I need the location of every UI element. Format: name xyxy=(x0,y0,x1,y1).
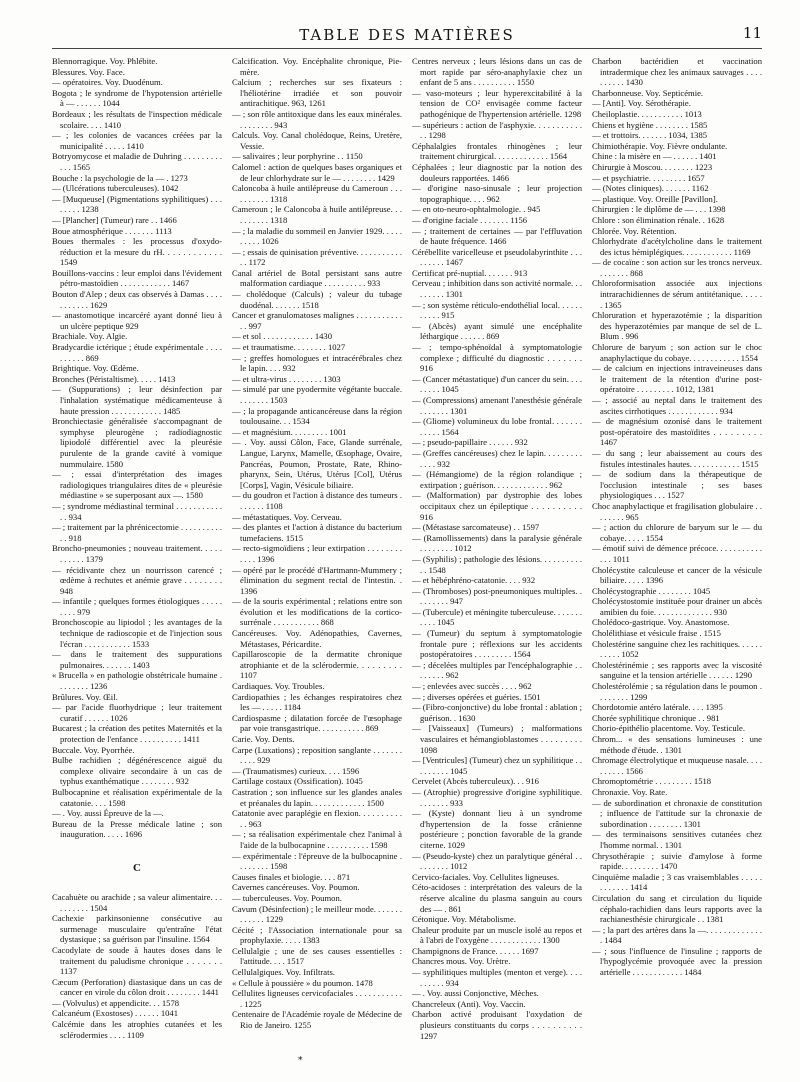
index-entry: — [Muqueuse] (Pigmentations syphilitiques) . . . . . . . . 1238 xyxy=(52,193,222,215)
index-entry: Cérébellite varicelleuse et pseudolabyrinthite . . . . . . . . . 1467 xyxy=(412,246,582,268)
index-entry: — ; traitement de certaines — par l'effluvation de haute fréquence. 1466 xyxy=(412,225,582,247)
index-entry: — vaso-moteurs ; leur hyperexcitabilité à la tension de CO² envisagée comme facteur pathogénique de l'hypertension artérielle. 1298 xyxy=(412,87,582,119)
index-entry: — recto-sigmoïdiens ; leur extirpation . . . . . . . . . . . . 1396 xyxy=(232,543,402,564)
index-entry: Carie. Voy. Dents. xyxy=(232,734,295,744)
index-entry: Chlore : son élimination rénale. . 1628 xyxy=(592,214,725,225)
index-entry: Chancreleux (Anti). Voy. Vaccin. xyxy=(412,998,526,1009)
index-entry: — ; la maladie du sommeil en Janvier 1929. . . . . . . . . . 1026 xyxy=(232,225,402,247)
index-entry: Charbon bactéridien et vaccination intradermique chez les animaux sauvages . . . . . . . . . . 1430 xyxy=(592,56,762,88)
index-entry: — [Anti]. Voy. Sérothérapie. xyxy=(592,98,691,109)
index-entry: — (Gliome) volumineux du lobe frontal. . . . . . . . . . . . 1564 xyxy=(412,416,582,437)
index-entry: Céto-acidoses : interprétation des valeurs de la réserve alcaline du plasma sanguin au cours des — . 861 xyxy=(412,882,582,914)
index-entry: Cellulalgiques. Voy. Infiltrats. xyxy=(232,967,335,978)
index-entry: Cholestérinémie ; ses rapports avec la viscosité sanguine et la tension artérielle . . . . . . 1290 xyxy=(592,659,762,681)
index-entry: — cholédoque (Calculs) ; valeur du tubage duodénal. . . . . . . 1518 xyxy=(232,289,402,310)
index-entry: — simulé par une pyodermite végétante buccale. . . . . . . . 1503 xyxy=(232,384,402,405)
index-entry: — et hébéphréno-catatonie. . . . 932 xyxy=(412,575,536,586)
page-number: 11 xyxy=(742,24,762,42)
index-entry: Chirurgie à Moscou. . . . . . . . 1223 xyxy=(592,161,713,172)
index-entry: — plastique. Voy. Oreille [Pavillon]. xyxy=(592,193,718,204)
index-entry: — ; associé au neptal dans le traitement des ascites cirrhotiques . . . . . . . . . . . . 934 xyxy=(592,395,762,416)
index-entry: Chorio-épithélio placentome. Voy. Testicule. xyxy=(592,723,746,734)
index-entry: Cholestérine sanguine chez les rachitiques. . . . . . . . . . . 1052 xyxy=(592,638,762,660)
index-entry: — (Abcès) ayant simulé une encéphalite léthargique . . . . . . 869 xyxy=(412,320,582,342)
index-columns xyxy=(52,56,762,1056)
index-entry: Cellulites ligneuses cervicofaciales . . . . . . . . . . . . 1225 xyxy=(232,988,402,1009)
index-entry: Céphalées ; leur diagnostic par la notion des douleurs rapportées. 1466 xyxy=(412,161,582,183)
index-entry: Cavum (Désinfection) ; le meilleur mode. . . . . . . . . . . . . 1229 xyxy=(232,903,402,925)
index-entry: Circulation du sang et circulation du liquide céphalo-rachidien dans leurs rapports avec la rachianesthésie chirurgicale . . 1381 xyxy=(592,892,762,925)
index-entry: — et ultra-virus . . . . . . . . 1303 xyxy=(232,373,341,384)
index-entry: Calculs. Voy. Canal cholédoque, Reins, Uretère, Vessie. xyxy=(232,130,402,151)
index-entry: — (Syphilis) ; pathologie des lésions. . . . . . . . . . . . 1548 xyxy=(412,553,582,575)
index-entry: — opératoires. Voy. Duodénum. xyxy=(52,77,163,88)
index-entry: — de magnésium ozonisé dans le traitement post-opératoire des mastoïdites . . . . . . . . . 1467 xyxy=(592,416,762,448)
index-entry: Centenaire de l'Académie royale de Médecine de Rio de Janeiro. 1255 xyxy=(232,1009,402,1031)
index-entry: — ; essais de quinisation préventive. . . . . . . . . . . . . 1172 xyxy=(232,246,402,268)
index-entry: Cacodylate de soude à hautes doses dans le traitement du paludisme chronique . . . . . . . 1137 xyxy=(52,944,222,977)
index-column-1 xyxy=(52,56,222,1056)
index-entry: — de la souris expérimental ; relations entre son évolution et les modifications de la cortico-surrénale . . . . . . . . . . . 868 xyxy=(232,596,402,628)
index-entry: Blessures. Voy. Face. xyxy=(52,66,125,77)
index-entry: — du sang ; leur abaissement au cours des fistules intestinales hautes. . . . . . . . . . . . 1515 xyxy=(592,447,762,469)
index-entry: Calcification. Voy. Encéphalite chronique, Pie-mère. xyxy=(232,56,402,77)
section-letter: C xyxy=(133,861,141,874)
index-entry: Cancer et granulomatoses malignes . . . . . . . . . . . . . 997 xyxy=(232,310,402,331)
index-entry: Bronchiectasie généralisée s'accompagnant de symphyse pleurogène ; radiodiagnostic lipiodolé différentiel avec la pleurésie purulente de la grande cavité à vomique nummulaire. 1580 xyxy=(52,416,222,469)
index-entry: Cavernes cancéreuses. Voy. Poumon. xyxy=(232,882,360,893)
index-entry: — ; tempo-sphénoïdal à symptomatologie complexe ; difficulté du diagnostic . . . . . . . 916 xyxy=(412,342,582,374)
index-entry: — et traumatisme. . . . . . . . 1027 xyxy=(232,342,346,353)
index-entry: Bouton d'Alep ; deux cas observés à Damas . . . . . . . . . . . 1629 xyxy=(52,289,222,310)
index-entry: — salivaires ; leur porphyrine . . 1150 xyxy=(232,151,363,162)
index-entry: Brightique. Voy. Œdème. xyxy=(52,363,139,374)
index-entry: Bouillons-vaccins : leur emploi dans l'évidement pétro-mastoïdien . . . . . . . . . . . . 1467 xyxy=(52,267,222,289)
index-entry: Chrysothérapie ; suivie d'amylose à forme rapide. . . . . . . . . 1470 xyxy=(592,850,762,872)
index-entry: — expérimentale : l'épreuve de la bulbocapnine . . . . . . . . 1598 xyxy=(232,850,402,872)
index-entry: — ; la propagande anticancéreuse dans la région toulousaine. . . 1534 xyxy=(232,405,402,427)
index-entry: — des plantes et l'action à distance du bacterium tumefaciens. 1515 xyxy=(232,522,402,543)
index-entry: Catatonie avec paraplégie en flexion. . . . . . . . . . . . 963 xyxy=(232,808,402,829)
index-entry: « Brucella » en pathologie obstétricale humaine . . . . . . . . 1236 xyxy=(52,670,222,692)
index-entry: Choc anaphylactique et fragilisation globulaire . . . . . . . . 965 xyxy=(592,500,762,522)
index-entry: Chine : la misère en — . . . . . . 1401 xyxy=(592,151,717,162)
index-entry: — des terminaisons sensitives cutanées chez l'homme normal. . 1301 xyxy=(592,829,762,850)
index-entry: Chlorée. Voy. Rétention. xyxy=(592,225,677,236)
index-entry: Calcémie dans les atrophies cutanées et les sclérodermies . . . . 1109 xyxy=(52,1019,222,1040)
index-entry: Charbon activé produisant l'oxydation de plusieurs constituants du corps . . . . . . . . . . 1297 xyxy=(412,1009,582,1041)
index-entry: — ; les colonies de vacances créées par la municipalité . . . . . 1410 xyxy=(52,130,222,151)
index-column-4 xyxy=(592,56,762,1056)
index-entry: — ; diverses opérées et guéries. 1501 xyxy=(412,691,541,702)
index-entry: — (Compressions) amenant l'anesthésie générale . . . . . . . 1301 xyxy=(412,395,582,416)
index-entry: Bureau de la Presse médicale latine ; son inauguration. . . . . 1696 xyxy=(52,818,222,840)
index-entry: Chromoptométrie . . . . . . . . . 1518 xyxy=(592,776,712,787)
page-title: TABLE DES MATIÈRES xyxy=(299,26,515,44)
index-entry: Caloncoba à huile antilépreuse du Cameroun . . . . . . . . . . 1318 xyxy=(232,183,402,204)
index-entry: Cartilage costaux (Ossification). 1045 xyxy=(232,776,363,787)
index-entry: Chiens et hygiène . . . . . . . . 1585 xyxy=(592,119,708,130)
index-entry: Cholécystographie . . . . . . . . 1045 xyxy=(592,585,711,596)
index-entry: — (Métastase sarcomateuse) . . 1597 xyxy=(412,522,540,533)
index-entry: — ; la part des artères dans la —. . . . . . . . . . . . . . 1484 xyxy=(592,924,762,946)
index-entry: — (Suppurations) ; leur désinfection par l'inhalation systématique médicamenteuse à haute pression . . . . . . . . . . . . 1485 xyxy=(52,384,222,416)
index-entry: — (Cancer métastatique) d'un cancer du sein. . . . . . . . . 1045 xyxy=(412,373,582,395)
index-entry: Bouche : la psychologie de la — . 1273 xyxy=(52,172,188,183)
index-entry: Calcium ; recherches sur ses fixateurs : l'héliotérine irradiée et son pouvoir antirachitique. 963, 1261 xyxy=(232,77,402,109)
index-entry: Brachiale. Voy. Algie. xyxy=(52,331,128,342)
index-entry: — . Voy. aussi Côlon, Face, Glande surrénale, Langue, Larynx, Mamelle, Œsophage, Ovaire, Pancréas, Poumon, Prostate, Rate, Rhino-pharynx, Sein, Utérus, Utérus [Col], Utérus [Corps], Vagin, Vésicule biliaire. xyxy=(232,437,402,490)
index-entry: Cinquième maladie ; 3 cas vraisemblables . . . . . . . . . . . . 1414 xyxy=(592,871,762,893)
index-entry: Centres nerveux ; leurs lésions dans un cas de mort rapide par séro-anaphylaxie chez un enfant de 5 ans . . . . . . . . . . 1550 xyxy=(412,56,582,88)
index-entry: — (Fibro-conjonctive) du lobe frontal : ablation ; guérison. . 1630 xyxy=(412,702,582,723)
index-entry: Cardiospasme ; dilatation forcée de l'œsophage par voie transgastrique. . . . . . . . . . . 869 xyxy=(232,712,402,734)
index-entry: — supérieurs : action de l'asphyxie. . . . . . . . . . . . . 1298 xyxy=(412,119,582,141)
index-entry: Bradycardie ictérique ; étude expérimentale . . . . . . . . . . 869 xyxy=(52,342,222,363)
index-entry: — (Tumeur) du septum à symptomatologie frontale pure ; réflexions sur les accidents postopératoires . . . . . . . . . 1564 xyxy=(412,628,582,660)
index-entry: Chronaxie. Voy. Rate. xyxy=(592,786,668,797)
index-entry: Cheiloplastie. . . . . . . . . . . 1013 xyxy=(592,108,702,119)
index-entry: Cardiopathies ; les échanges respiratoires chez les — . . . . . 1184 xyxy=(232,691,402,713)
index-entry: — tuberculeuses. Voy. Poumon. xyxy=(232,892,342,903)
index-entry: Cerveau ; inhibition dans son activité normale. . . . . . . . . 1301 xyxy=(412,278,582,300)
index-entry: — de cocaïne : son action sur les troncs nerveux. . . . . . . . 868 xyxy=(592,257,762,278)
index-entry: — ; pseudo-papillaire . . . . . . 932 xyxy=(412,437,528,448)
index-entry: Cardiaques. Voy. Troubles. xyxy=(232,681,325,692)
index-entry: Capillaroscopie de la dermatite chronique atrophiante et de la sclérodermie. . . . . . . . . 1107 xyxy=(232,649,402,681)
index-entry: Cameroun ; le Caloncoba à huile antilépreuse. . . . . . . . . . 1318 xyxy=(232,204,402,225)
index-entry: Cécité ; l'Association internationale pour sa prophylaxie. . . . . 1383 xyxy=(232,924,402,946)
index-entry: — ; sous l'influence de l'insuline ; rapports de l'hypoglycémie provoquée avec la pression artérielle . . . . . . . . . . . . 1484 xyxy=(592,945,762,978)
index-entry: Cachexie parkinsonienne consécutive au surmenage musculaire qu'entraîne l'état dystasique ; sa guérison par l'insuline. 1564 xyxy=(52,913,222,945)
index-entry: — syphilitiques multiples (menton et verge). . . . . . . . . . 934 xyxy=(412,967,582,988)
index-entry: — en oto-neuro-ophtalmologie. . 945 xyxy=(412,204,541,215)
index-entry: — récidivante chez un nourrisson carencé ; œdème à rechutes et anémie grave . . . . . . . . 948 xyxy=(52,564,222,596)
index-entry: Brûlures. Voy. Œil. xyxy=(52,691,118,702)
index-entry: Bronchoscopie au lipiodol ; les avantages de la technique de radioscopie et de l'injection sous l'écran . . . . . . . . . . . 1533 xyxy=(52,617,222,649)
index-entry: — ; son système réticulo-endothélial local. . . . . . . . . . . 915 xyxy=(412,299,582,321)
index-entry: — (Ulcérations tuberculeuses). 1042 xyxy=(52,183,179,194)
index-entry: Cholécystostomie instituée pour drainer un abcès amibien du foie. . . . . . . . . . . . . . 930 xyxy=(592,596,762,617)
footer-mark: * xyxy=(298,1056,303,1066)
index-entry: — . Voy. aussi Épreuve de la —. xyxy=(52,808,164,819)
index-entry: Bucarest ; la création des petites Maternités et la protection de l'enfance . . . . . . . . . . 1411 xyxy=(52,723,222,744)
index-entry: Cæcum (Perforation) diastasique dans un cas de cancer en virole du côlon droit . . . . . . . . 1441 xyxy=(52,976,222,998)
index-entry: Chirurgien : le diplôme de — . . . 1398 xyxy=(592,204,726,215)
index-entry: — et psychiatrie. . . . . . . . . 1657 xyxy=(592,172,705,183)
index-entry: — (Pseudo-kyste) chez un paralytique général . . . . . . . . . 1012 xyxy=(412,850,582,872)
index-entry: Cholélithiase et vésicule fraise . 1515 xyxy=(592,628,721,639)
index-entry: — métastatiques. Voy. Cerveau. xyxy=(232,511,342,522)
index-entry: Castration ; son influence sur les glandes anales et préanales du lapin. . . . . . . . . . . . . 1500 xyxy=(232,786,402,808)
index-entry: Chaleur produite par un muscle isolé au repos et à l'abri de l'oxygène . . . . . . . . . . . . 1300 xyxy=(412,924,582,946)
index-entry: Chloruration et hyperazotémie ; la disparition des hyperazotémies par manque de sel de L. Blum . 996 xyxy=(592,310,762,342)
index-entry: Chancres mous. Voy. Urètre. xyxy=(412,956,511,967)
index-entry: Champignons de France. . . . . . 1697 xyxy=(412,945,539,956)
index-entry: — du goudron et l'action à distance des tumeurs . . . . . . . 1108 xyxy=(232,490,402,511)
index-entry: Chlorure de baryum ; son action sur le choc anaphylactique du cobaye. . . . . . . . . . . . 1554 xyxy=(592,342,762,363)
index-entry: Cholestérolémie ; sa régulation dans le poumon . . . . . . . . 1299 xyxy=(592,681,762,702)
index-entry: — de calcium en injections intraveineuses dans le traitement de la rétention d'urine post-opératoire . . . . . . . . . 1012, 1381 xyxy=(592,363,762,395)
index-entry: Botryomycose et maladie de Duhring . . . . . . . . . . . . 1565 xyxy=(52,151,222,172)
index-entry: — (Atrophie) progressive d'origine syphilitique. . . . . . . . 933 xyxy=(412,786,582,808)
index-entry: — ; décelées multiples par l'encéphalographie . . . . . . . . 962 xyxy=(412,659,582,681)
index-entry: Boues thermales : les processus d'oxydo-réduction et la mesure du rH. . . . . . . . . . . . 1549 xyxy=(52,236,222,268)
index-entry: — ; action du chlorure de baryum sur le — du cobaye. . . . . 1554 xyxy=(592,522,762,543)
index-entry: — (Ramollissements) dans la paralysie générale . . . . . . . . 1012 xyxy=(412,532,582,554)
index-entry: — infantile ; quelques formes étiologiques . . . . . . . . . 979 xyxy=(52,596,222,617)
index-entry: — (Kyste) donnant lieu à un syndrome d'hypertension de la fosse crânienne postérieure ; ponction favorable de la grande citerne. 1029 xyxy=(412,808,582,850)
index-entry: Chorée syphilitique chronique . . 981 xyxy=(592,712,720,723)
index-entry: Bronches (Péristaltisme). . . . . 1413 xyxy=(52,373,176,384)
index-column-3 xyxy=(412,56,582,1056)
index-entry: — d'origine faciale . . . . . . . 1156 xyxy=(412,214,528,225)
index-entry: — ; syndrome médiastinal terminal . . . . . . . . . . . . . 934 xyxy=(52,500,222,522)
index-entry: Boue atmosphérique . . . . . . . 1113 xyxy=(52,225,172,236)
index-entry: Cellulalgie ; une de ses causes essentielles : l'attitude. . . . 1517 xyxy=(232,945,402,967)
index-entry: — de sodium dans la thérapeutique de l'occlusion intestinale ; ses bases physiologiques . . . 1527 xyxy=(592,469,762,501)
index-entry: Cholécystite calculeuse et cancer de la vésicule biliaire. . . . . 1396 xyxy=(592,564,762,586)
index-entry: Carpe (Luxations) ; reposition sanglante . . . . . . . . . . . 929 xyxy=(232,744,402,766)
index-entry: — [Plancher] (Tumeur) rare . . 1466 xyxy=(52,214,177,225)
index-entry: Bogota ; le syndrome de l'hypotension artérielle à — . . . . . . 1044 xyxy=(52,87,222,109)
page-header xyxy=(52,22,762,49)
index-entry: Cétonique. Voy. Métabolisme. xyxy=(412,914,516,925)
index-entry: Blennorragique. Voy. Phlébite. xyxy=(52,56,158,66)
index-entry: Bordeaux ; les résultats de l'inspection médicale scolaire. . . . 1410 xyxy=(52,108,222,130)
index-entry: Chimiothérapie. Voy. Fièvre ondulante. xyxy=(592,140,728,151)
index-entry: Cacahuète ou arachide ; sa valeur alimentaire. . . . . . . . . . 1504 xyxy=(52,891,222,913)
index-entry: — opéré par le procédé d'Hartmann-Mummery ; élimination du segment rectal de l'intestin. . 1396 xyxy=(232,564,402,596)
index-entry: Céphalalgies frontales rhinogènes ; leur traitement chirurgical. . . . . . . . . . . . . 1564 xyxy=(412,140,582,162)
index-entry: Cervico-faciales. Voy. Cellulites ligneuses. xyxy=(412,871,560,882)
index-entry: — dans le traitement des suppurations pulmonaires. . . . . . . 1403 xyxy=(52,649,222,670)
index-entry: — et trottoirs. . . . . . . 1034, 1385 xyxy=(592,130,708,141)
index-entry: Chlorhydrate d'acétylcholine dans le traitement des ictus hémiplégiques. . . . . . . . . . . . 1169 xyxy=(592,236,762,257)
index-entry: Calcanéum (Exostoses) . . . . . . 1041 xyxy=(52,1008,179,1019)
index-entry: — émotif suivi de démence précoce. . . . . . . . . . . . . . 1011 xyxy=(592,543,762,564)
index-entry: — ; son rôle antitoxique dans les eaux minérales. . . . . . . . . 943 xyxy=(232,108,402,130)
index-entry: Causes finales et biologie. . . . 871 xyxy=(232,871,351,882)
index-entry: — ; enlevées avec succès . . . . 962 xyxy=(412,681,532,692)
index-entry: Bulbocapnine et réalisation expérimentale de la catatonie. . . . 1598 xyxy=(52,786,222,808)
index-entry: Broncho-pneumonies ; nouveau traitement. . . . . . . . . . . 1379 xyxy=(52,543,222,564)
index-entry: Certificat pré-nuptial. . . . . . . 913 xyxy=(412,267,528,278)
index-entry: Chrom... « des sensations lumineuses : une méthode d'étude. . 1301 xyxy=(592,734,762,755)
index-entry: — anastomotique incarcéré ayant donné lieu à un ulcère peptique 929 xyxy=(52,310,222,331)
index-entry: — . Voy. aussi Conjonctive, Mèches. xyxy=(412,988,539,999)
index-entry: — ; essai d'interprétation des images radiologiques triangulaires dites de « pleurésie médiastine » se superposant aux —. 1580 xyxy=(52,469,222,501)
index-entry: Charbonneuse. Voy. Septicémie. xyxy=(592,87,704,98)
index-entry: Buccale. Voy. Pyorrhée. xyxy=(52,744,135,755)
index-entry: — (Notes cliniques). . . . . . . 1162 xyxy=(592,183,709,194)
index-entry: — de subordination et chronaxie de constitution ; influence de l'attitude sur la chronaxie de subordination . . . . . . . . 1301 xyxy=(592,797,762,829)
index-entry: — ; sa réalisation expérimentale chez l'animal à l'aide de la bulbocapnine . . . . . . . . . . 1598 xyxy=(232,829,402,850)
index-entry: Cervelet (Abcès tuberculeux). . . 916 xyxy=(412,776,539,787)
index-entry: — [Vaisseaux] (Tumeurs) ; malformations vasculaires et hémangioblastomes . . . . . . . . . 1098 xyxy=(412,723,582,755)
index-entry: Bulbe rachidien ; dégénérescence aiguë du complexe olivaire secondaire à un cas de typhus exanthématique . . . . . . . . 932 xyxy=(52,755,222,787)
index-entry: — [Ventricules] (Tumeur) chez un syphilitique . . . . . . . . . 1045 xyxy=(412,755,582,776)
index-entry: Chordotomie antéro latérale. . . . 1395 xyxy=(592,702,723,713)
index-entry: Cholédoco-gastrique. Voy. Anastomose. xyxy=(592,617,730,628)
index-entry: Chloroformisation associée aux injections intrarachidiennes de sérum antitétanique. . . . . . 1365 xyxy=(592,278,762,310)
index-entry: Cancéreuses. Voy. Adénopathies, Cavernes, Métastases, Péricardite. xyxy=(232,628,402,649)
index-entry: — (Traumatismes) curieux. . . . 1596 xyxy=(232,765,360,776)
index-entry: — par l'acide fluorhydrique ; leur traitement curatif . . . . . . 1026 xyxy=(52,702,222,723)
index-entry: — (Tubercule) et méningite tuberculeuse. . . . . . . . . . . 1045 xyxy=(412,606,582,628)
index-entry: — ; greffes homologues et intracérébrales chez le lapin. . . . 932 xyxy=(232,352,402,374)
index-entry: — et sol . . . . . . . . . . . . 1430 xyxy=(232,331,333,342)
index-entry: — (Volvulus) et appendicite. . . 1578 xyxy=(52,997,180,1008)
index-entry: « Cellule à poussière » du poumon. 1478 xyxy=(232,977,373,988)
index-entry: — et magnésium. . . . . . . . . 1001 xyxy=(232,426,347,437)
index-entry: Calomel : action de quelques bases organiques et de leur chlorhydrate sur le — . . . . . . . . 1429 xyxy=(232,161,402,183)
index-entry: Chromage électrolytique et muqueuse nasale. . . . . . . . . . 1566 xyxy=(592,755,762,776)
index-entry: — ; traitement par la phrénicectomie . . . . . . . . . . . . 918 xyxy=(52,522,222,543)
index-entry: — (Hémangiome) de la région rolandique ; extirpation ; guérison. . . . . . . . . . . . . 962 xyxy=(412,469,582,490)
index-entry: — (Greffes cancéreuses) chez le lapin. . . . . . . . . . . . . 932 xyxy=(412,447,582,469)
index-column-2 xyxy=(232,56,402,1056)
index-entry: — d'origine naso-sinusale ; leur projection topographique. . . . 962 xyxy=(412,183,582,204)
index-entry: — (Thromboses) post-pneumoniques multiples. . . . . . . . . 947 xyxy=(412,585,582,607)
index-entry: — (Malformation) par dystrophie des lobes occipitaux chez un épileptique . . . . . . . . . . 916 xyxy=(412,490,582,522)
index-entry: Canal artériel de Botal persistant sans autre malformation cardiaque . . . . . . . . . . 933 xyxy=(232,267,402,289)
